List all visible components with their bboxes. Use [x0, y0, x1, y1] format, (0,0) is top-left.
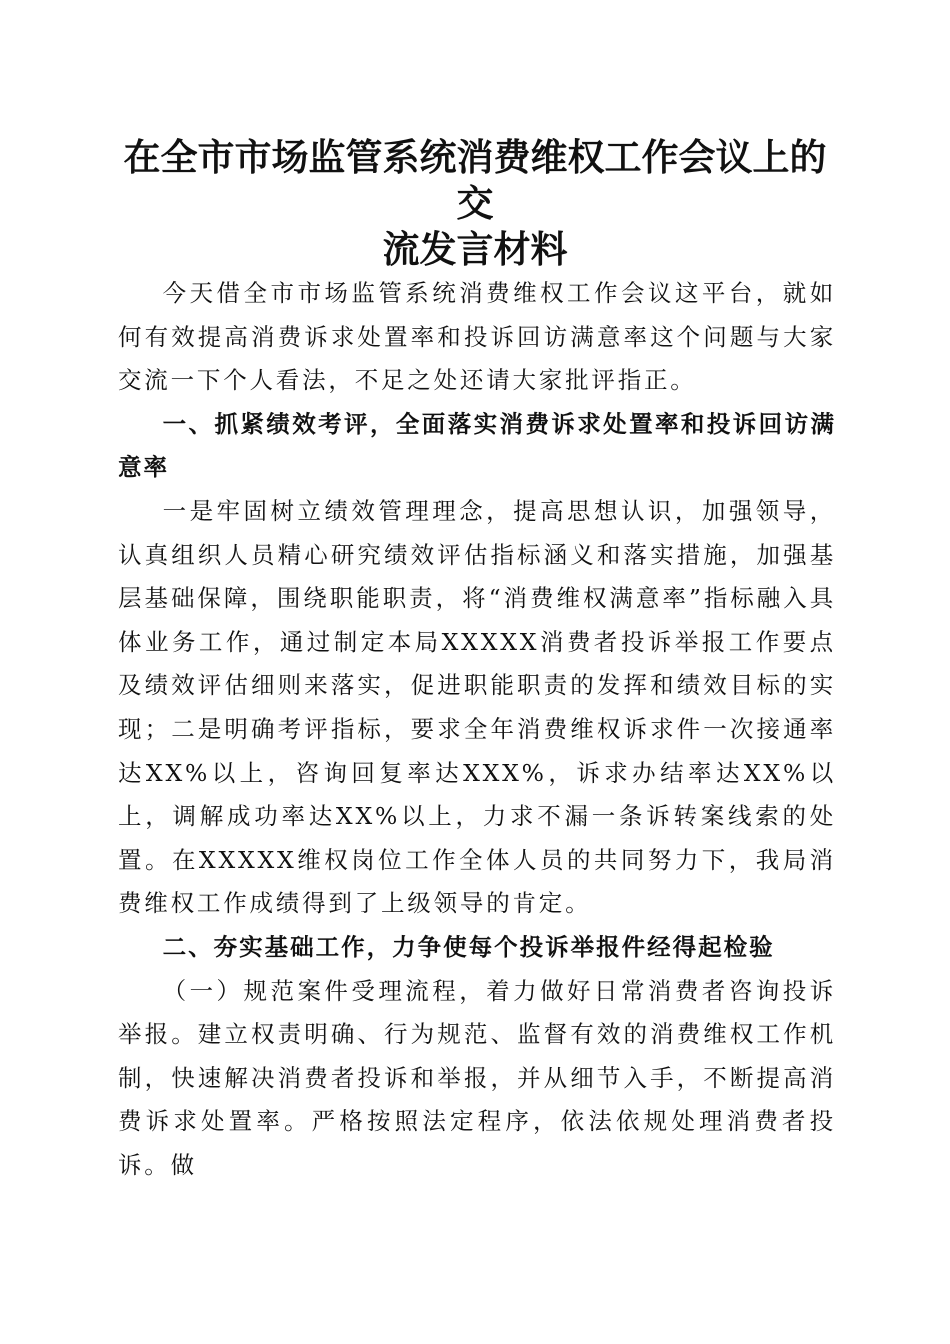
section-1-paragraph: 一是牢固树立绩效管理理念，提高思想认识，加强领导，认真组织人员精心研究绩效评估指标涵义和落实措施，加强基层基础保障，围绕职能职责，将“消费维权满意率”指标融入具体业务工作，通过制定本局XXXXX消费者投诉举报工作要点及绩效评估细则来落实，促进职能职责的发挥和绩效目标的实现；二是明确考评指标，要求全年消费维权诉求件一次接通率达XX%以上，咨询回复率达XXX%，诉求办结率达XX%以上，调解成功率达XX%以上，力求不漏一条诉转案线索的处置。在XXXXX维权岗位工作全体人员的共同努力下，我局消费维权工作成绩得到了上级领导的肯定。: [118, 496, 836, 918]
document-title: [110, 134, 840, 272]
intro-paragraph: 今天借全市市场监管系统消费维权工作会议这平台，就如何有效提高消费诉求处置率和投诉回访满意率这个问题与大家交流一下个人看法，不足之处还请大家批评指正。: [118, 279, 836, 395]
title-line-2: 流发言材料: [382, 227, 568, 271]
section-heading-1: 一、抓紧绩效考评，全面落实消费诉求处置率和投诉回访满意率: [118, 409, 836, 482]
document-body: [118, 272, 836, 1187]
title-line-1: 在全市市场监管系统消费维权工作会议上的交: [123, 135, 827, 225]
section-heading-2: 二、夯实基础工作，力争使每个投诉举报件经得起检验: [162, 932, 775, 961]
section-2-paragraph: （一）规范案件受理流程，着力做好日常消费者咨询投诉举报。建立权责明确、行为规范、监督有效的消费维权工作机制，快速解决消费者投诉和举报，并从细节入手，不断提高消费诉求处置率。严格按照法定程序，依法依规处理消费者投诉。做: [118, 976, 836, 1179]
